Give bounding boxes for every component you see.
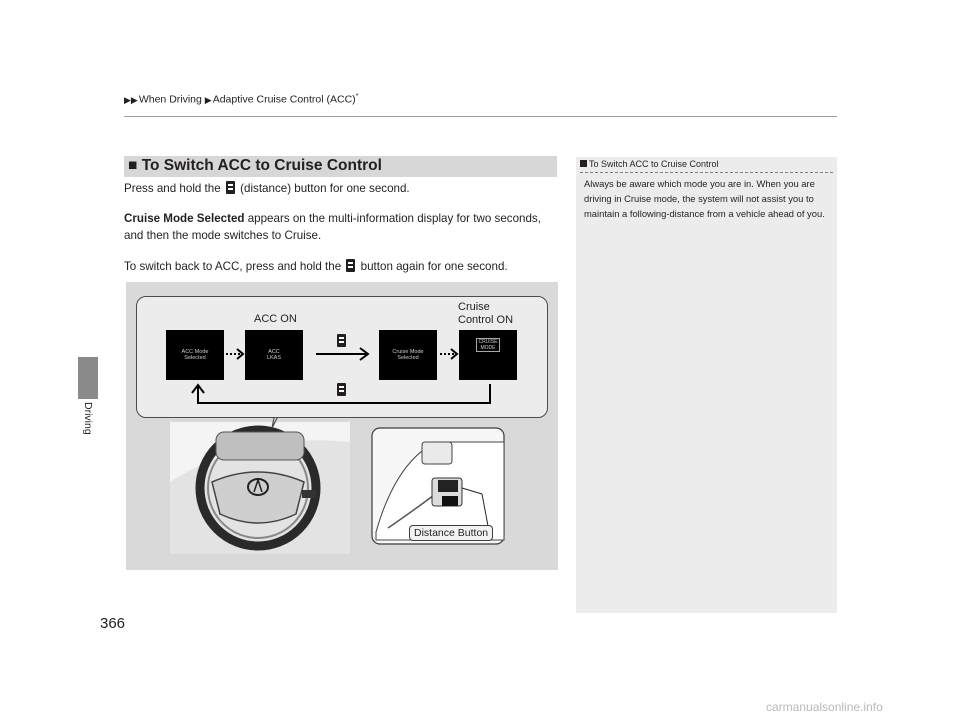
display-cruise-mode: CRUISE MODE	[459, 330, 517, 380]
distance-button-callout: Distance Button	[409, 525, 493, 541]
cruise-on-label: Cruise Control ON	[458, 301, 514, 326]
flow-arrows	[136, 296, 548, 418]
header-divider	[124, 116, 837, 117]
page-number: 366	[100, 615, 126, 632]
note-icon	[580, 160, 587, 167]
body-line-3: and then the mode switches to Cruise.	[124, 229, 322, 242]
breadcrumb-marker: *	[355, 93, 359, 100]
note-text: Always be aware which mode you are in. When you are driving in Cruise mode, the system will not assist you to maintain a following-distance from a vehicle ahead of you.	[584, 178, 825, 220]
breadcrumb-arrow-icon: ▶	[204, 94, 212, 105]
distance-button-icon	[346, 259, 355, 272]
section-marker: ■	[128, 157, 138, 174]
distance-button-icon	[337, 334, 346, 347]
section-title: To Switch ACC to Cruise Control	[141, 157, 382, 174]
body-line-1: Press and hold the (distance) button for one second.	[124, 182, 410, 195]
breadcrumb	[124, 93, 358, 106]
display-message-bold: Cruise Mode Selected	[124, 212, 245, 225]
display-acc-lkas: ACC LKAS	[245, 330, 303, 380]
breadcrumb-arrow-icon: ▶▶	[124, 94, 138, 105]
breadcrumb-level-2[interactable]: Adaptive Cruise Control (ACC)	[212, 93, 356, 106]
display-acc-mode-selected: ACC Mode Selected	[166, 330, 224, 380]
chapter-tab-label: Driving	[82, 402, 94, 435]
chapter-tab[interactable]	[78, 357, 98, 399]
acc-on-label: ACC ON	[254, 313, 297, 325]
body-line-4: To switch back to ACC, press and hold the button again for one second.	[124, 260, 508, 273]
distance-button-icon	[226, 181, 235, 194]
note-title: To Switch ACC to Cruise Control	[580, 159, 719, 169]
watermark: carmanualsonline.info	[766, 700, 883, 714]
display-cruise-mode-selected: Cruise Mode Selected	[379, 330, 437, 380]
steering-wheel-illustration	[170, 422, 350, 554]
section-heading	[128, 157, 382, 175]
body-line-2: Cruise Mode Selected appears on the multi-information display for two seconds,	[124, 212, 541, 225]
note-box	[576, 157, 837, 613]
note-divider	[580, 172, 833, 173]
distance-button-icon	[337, 383, 346, 396]
breadcrumb-level-1[interactable]: When Driving	[138, 93, 202, 106]
